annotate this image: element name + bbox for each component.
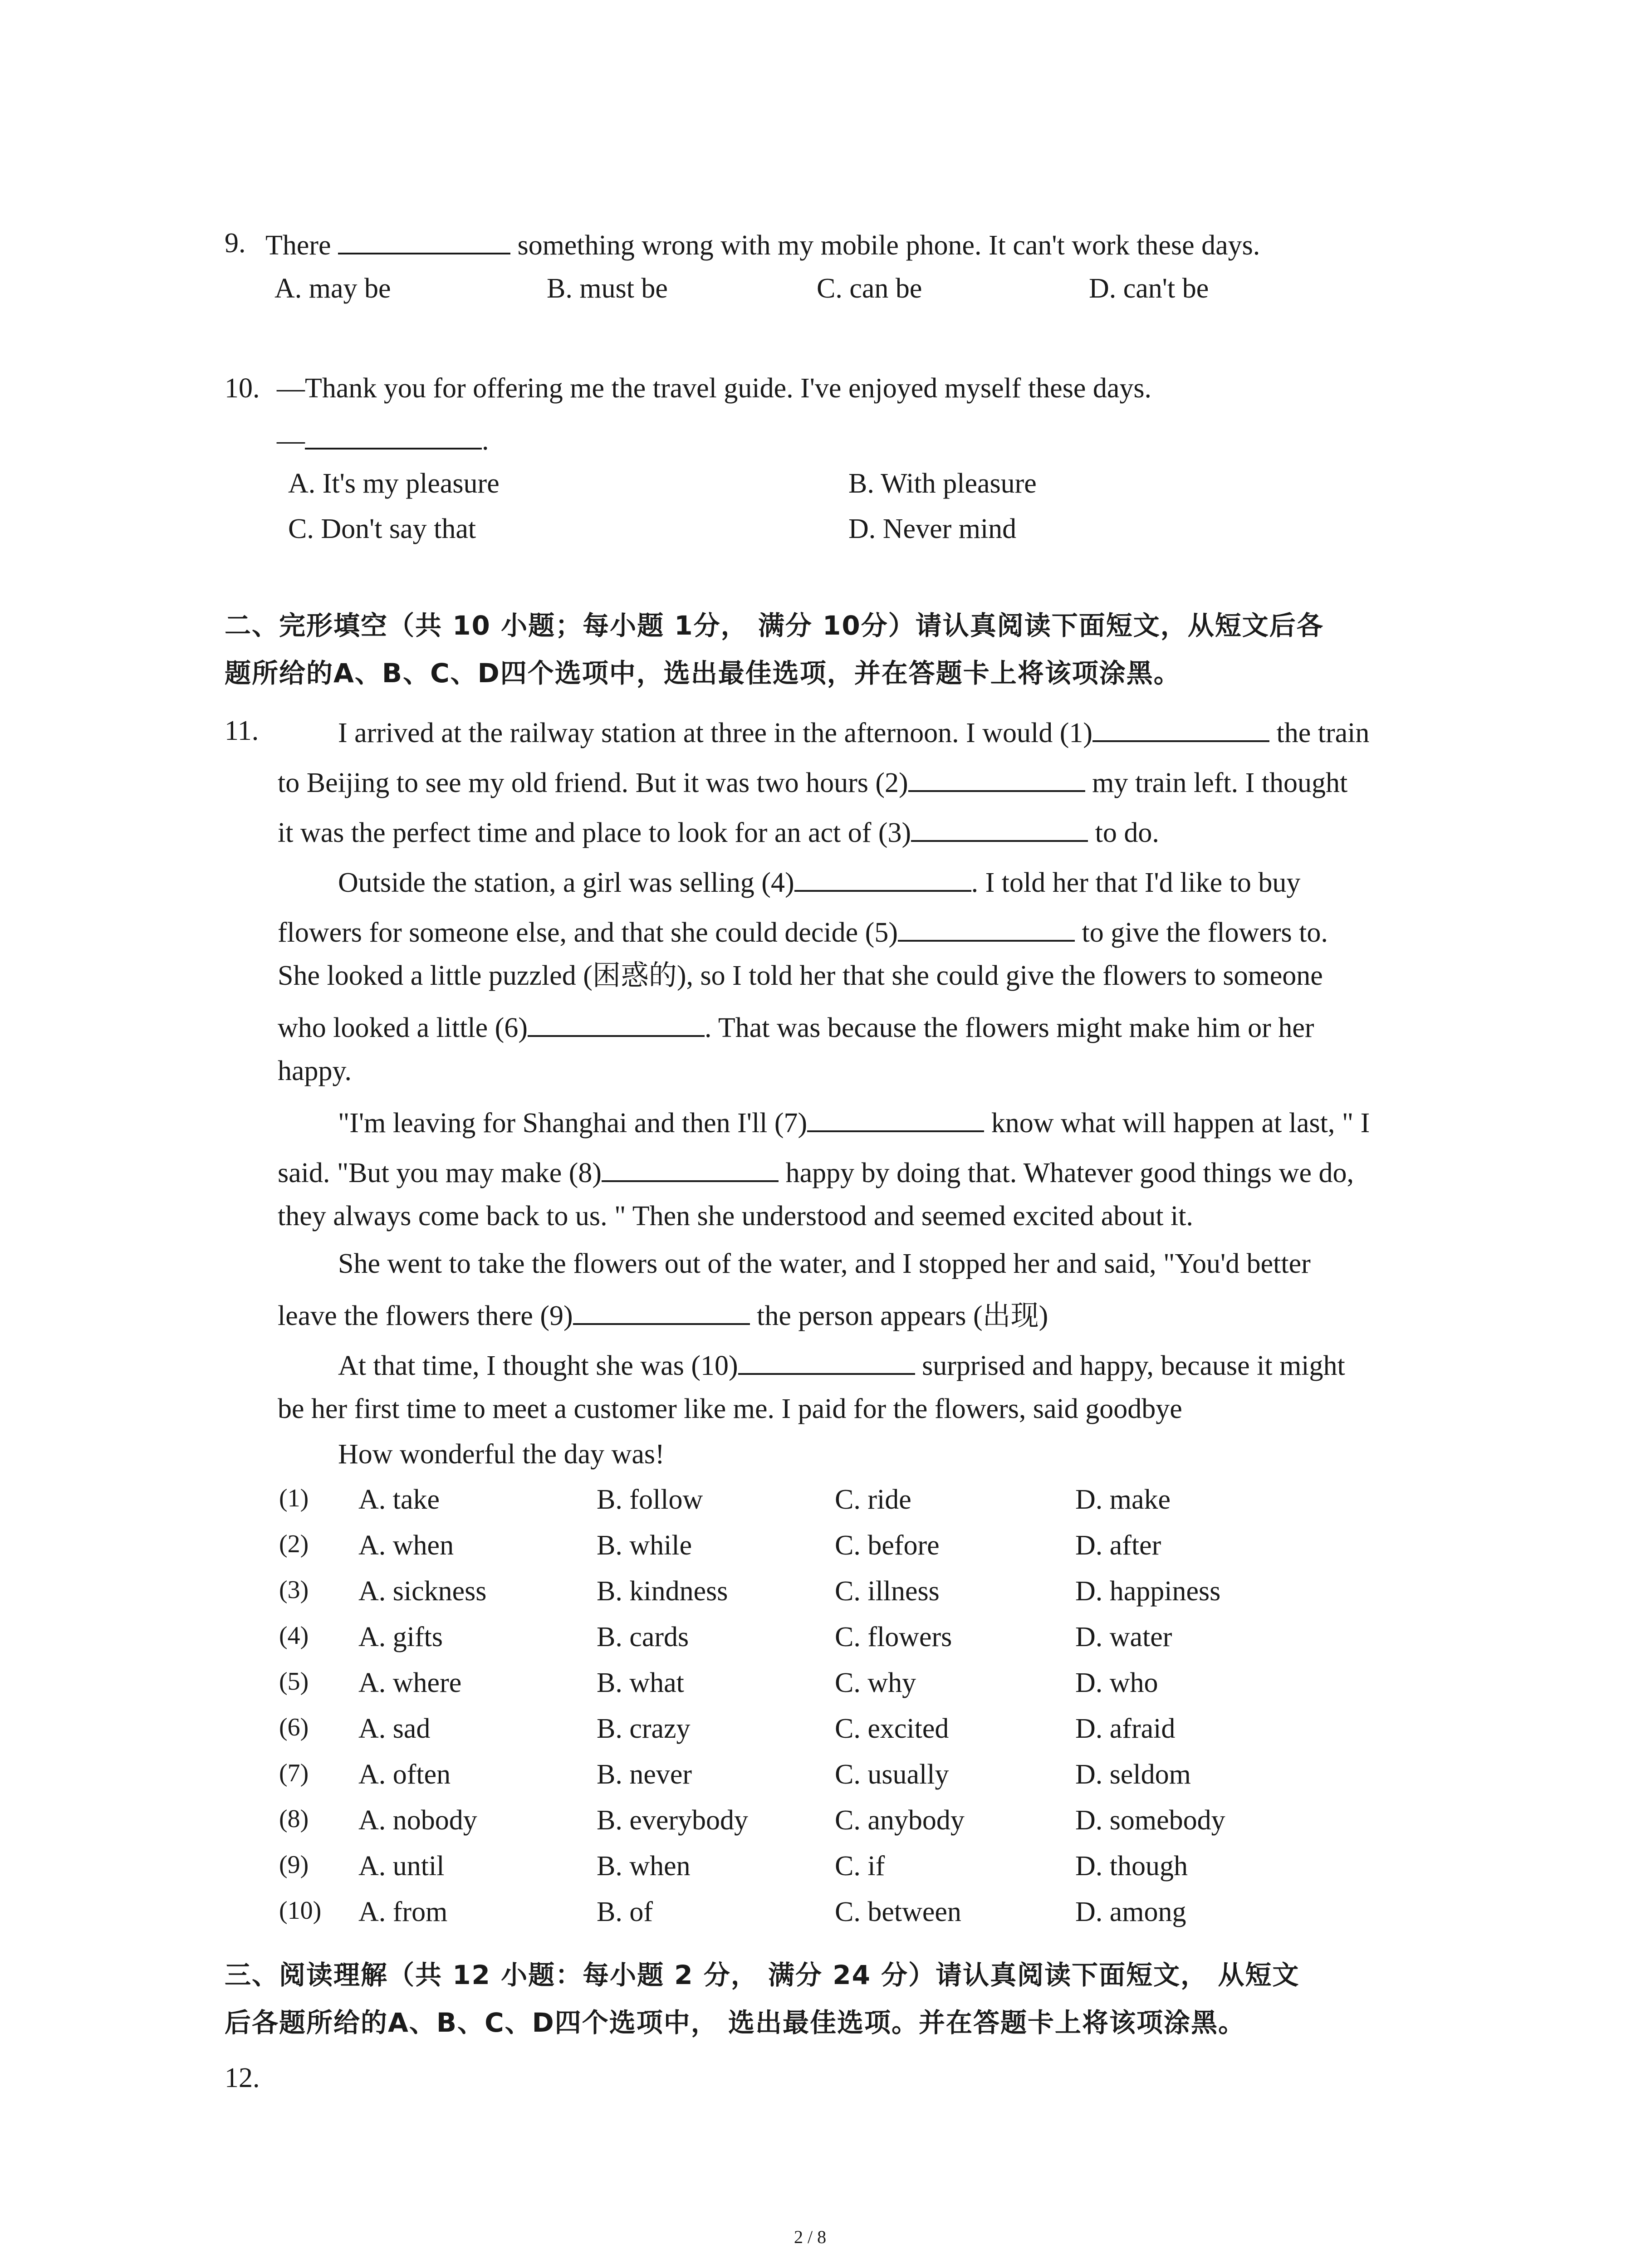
passage-line: happy. bbox=[278, 1056, 352, 1086]
q10-option-a: A. It's my pleasure bbox=[288, 468, 500, 499]
page-number: 2 / 8 bbox=[794, 2227, 827, 2247]
choice-number: (6) bbox=[279, 1713, 309, 1741]
choice-b: B. follow bbox=[597, 1484, 703, 1515]
choice-d: D. happiness bbox=[1075, 1576, 1221, 1607]
q11-number: 11. bbox=[225, 715, 259, 746]
choice-c: C. anybody bbox=[835, 1805, 965, 1836]
q10-number: 10. bbox=[225, 373, 260, 404]
choice-number: (8) bbox=[279, 1805, 309, 1833]
q9-stem-a: There bbox=[265, 230, 331, 261]
choice-a: A. from bbox=[358, 1897, 448, 1927]
choice-c: C. flowers bbox=[835, 1622, 952, 1652]
choice-c: C. illness bbox=[835, 1576, 940, 1607]
choice-c: C. if bbox=[835, 1851, 885, 1882]
choice-c: C. ride bbox=[835, 1484, 911, 1515]
passage-line: who looked a little (6) . That was because the flowers might make him or her bbox=[278, 1012, 1314, 1043]
choice-a: A. when bbox=[358, 1530, 454, 1561]
passage-line: She went to take the flowers out of the water, and I stopped her and said, "You'd better bbox=[338, 1248, 1311, 1279]
q10-option-c: C. Don't say that bbox=[288, 513, 476, 544]
q9-option-c: C. can be bbox=[817, 273, 922, 304]
choice-b: B. everybody bbox=[597, 1805, 749, 1836]
passage-line: said. "But you may make (8) happy by doing that. Whatever good things we do, bbox=[278, 1158, 1354, 1188]
q10-period: . bbox=[482, 425, 489, 456]
choice-number: (3) bbox=[279, 1576, 309, 1604]
choice-number: (10) bbox=[279, 1897, 322, 1925]
q9-option-d: D. can't be bbox=[1089, 273, 1209, 304]
choice-number: (2) bbox=[279, 1530, 309, 1558]
passage-line: "I'm leaving for Shanghai and then I'll (7) know what will happen at last, " I bbox=[338, 1108, 1370, 1139]
choice-number: (1) bbox=[279, 1484, 309, 1512]
choice-b: B. cards bbox=[597, 1622, 689, 1652]
choice-d: D. among bbox=[1075, 1897, 1186, 1927]
section2-heading-line1: 二、完形填空（共 10 小题；每小题 1分， 满分 10分）请认真阅读下面短文，从短文后各 bbox=[225, 610, 1324, 641]
passage-line: it was the perfect time and place to look for an act of (3) to do. bbox=[278, 817, 1159, 848]
choice-number: (4) bbox=[279, 1622, 309, 1650]
q9-option-a: A. may be bbox=[274, 273, 391, 304]
passage-line: Outside the station, a girl was selling (4) . I told her that I'd like to buy bbox=[338, 867, 1301, 898]
q10-answer-line bbox=[277, 424, 489, 455]
choice-d: D. make bbox=[1075, 1484, 1171, 1515]
choice-a: A. sickness bbox=[358, 1576, 487, 1607]
q9-option-b: B. must be bbox=[547, 273, 668, 304]
section3-heading-line2: 后各题所给的A、B、C、D四个选项中， 选出最佳选项。并在答题卡上将该项涂黑。 bbox=[225, 2007, 1246, 2038]
blank-1 bbox=[1092, 717, 1269, 742]
q12-number: 12. bbox=[225, 2063, 260, 2093]
choice-d: D. who bbox=[1075, 1667, 1158, 1698]
q9-stem-b: something wrong with my mobile phone. It can't work these days. bbox=[517, 230, 1260, 261]
choice-c: C. why bbox=[835, 1667, 916, 1698]
choice-a: A. until bbox=[358, 1851, 445, 1882]
choice-number: (9) bbox=[279, 1851, 309, 1879]
blank-5 bbox=[898, 916, 1075, 942]
choice-d: D. though bbox=[1075, 1851, 1188, 1882]
blank-2 bbox=[908, 767, 1085, 792]
blank-3 bbox=[911, 816, 1088, 842]
passage-line: She looked a little puzzled (困惑的), so I told her that she could give the flowers to someone bbox=[278, 960, 1323, 991]
blank-9 bbox=[573, 1300, 750, 1325]
passage-line: flowers for someone else, and that she could decide (5) to give the flowers to. bbox=[278, 917, 1328, 948]
choice-c: C. before bbox=[835, 1530, 940, 1561]
choice-a: A. gifts bbox=[358, 1622, 443, 1652]
choice-b: B. never bbox=[597, 1759, 692, 1790]
choice-number: (5) bbox=[279, 1667, 309, 1696]
section2-heading-line2: 题所给的A、B、C、D四个选项中，选出最佳选项，并在答题卡上将该项涂黑。 bbox=[225, 658, 1181, 689]
choice-b: B. while bbox=[597, 1530, 692, 1561]
q10-option-d: D. Never mind bbox=[848, 513, 1017, 544]
choice-d: D. water bbox=[1075, 1622, 1172, 1652]
choice-b: B. of bbox=[597, 1897, 653, 1927]
q9-stem bbox=[265, 229, 1260, 259]
passage-line: At that time, I thought she was (10) surprised and happy, because it might bbox=[338, 1350, 1345, 1381]
q9-number: 9. bbox=[225, 228, 246, 259]
choice-a: A. often bbox=[358, 1759, 451, 1790]
blank-10 bbox=[738, 1349, 915, 1375]
q10-option-b: B. With pleasure bbox=[848, 468, 1037, 499]
blank-4 bbox=[794, 866, 971, 892]
passage-line: to Beijing to see my old friend. But it was two hours (2) my train left. I thought bbox=[278, 767, 1348, 798]
blank-7 bbox=[807, 1107, 984, 1132]
q9-blank bbox=[338, 229, 510, 254]
q10-dash: — bbox=[277, 425, 305, 456]
choice-b: B. crazy bbox=[597, 1713, 691, 1744]
choice-b: B. what bbox=[597, 1667, 684, 1698]
choice-c: C. between bbox=[835, 1897, 961, 1927]
choice-a: A. sad bbox=[358, 1713, 431, 1744]
q10-blank bbox=[305, 424, 482, 450]
blank-8 bbox=[602, 1157, 779, 1182]
blank-6 bbox=[528, 1012, 705, 1037]
choice-b: B. kindness bbox=[597, 1576, 728, 1607]
choice-d: D. after bbox=[1075, 1530, 1161, 1561]
passage-line: leave the flowers there (9) the person appears (出现) bbox=[278, 1300, 1048, 1331]
choice-a: A. nobody bbox=[358, 1805, 477, 1836]
choice-a: A. where bbox=[358, 1667, 462, 1698]
passage-line: How wonderful the day was! bbox=[338, 1439, 665, 1470]
choice-d: D. seldom bbox=[1075, 1759, 1191, 1790]
choice-d: D. somebody bbox=[1075, 1805, 1225, 1836]
q10-line1: —Thank you for offering me the travel guide. I've enjoyed myself these days. bbox=[277, 373, 1151, 404]
choice-d: D. afraid bbox=[1075, 1713, 1176, 1744]
passage-line: they always come back to us. " Then she understood and seemed excited about it. bbox=[278, 1201, 1193, 1232]
choice-c: C. usually bbox=[835, 1759, 949, 1790]
choice-b: B. when bbox=[597, 1851, 691, 1882]
passage-line: be her first time to meet a customer like me. I paid for the flowers, said goodbye bbox=[278, 1393, 1182, 1424]
choice-a: A. take bbox=[358, 1484, 440, 1515]
choice-c: C. excited bbox=[835, 1713, 949, 1744]
choice-number: (7) bbox=[279, 1759, 309, 1787]
passage-line: I arrived at the railway station at three in the afternoon. I would (1) the train bbox=[338, 718, 1370, 748]
section3-heading-line1: 三、阅读理解（共 12 小题：每小题 2 分， 满分 24 分）请认真阅读下面短文， 从短文 bbox=[225, 1960, 1300, 1990]
